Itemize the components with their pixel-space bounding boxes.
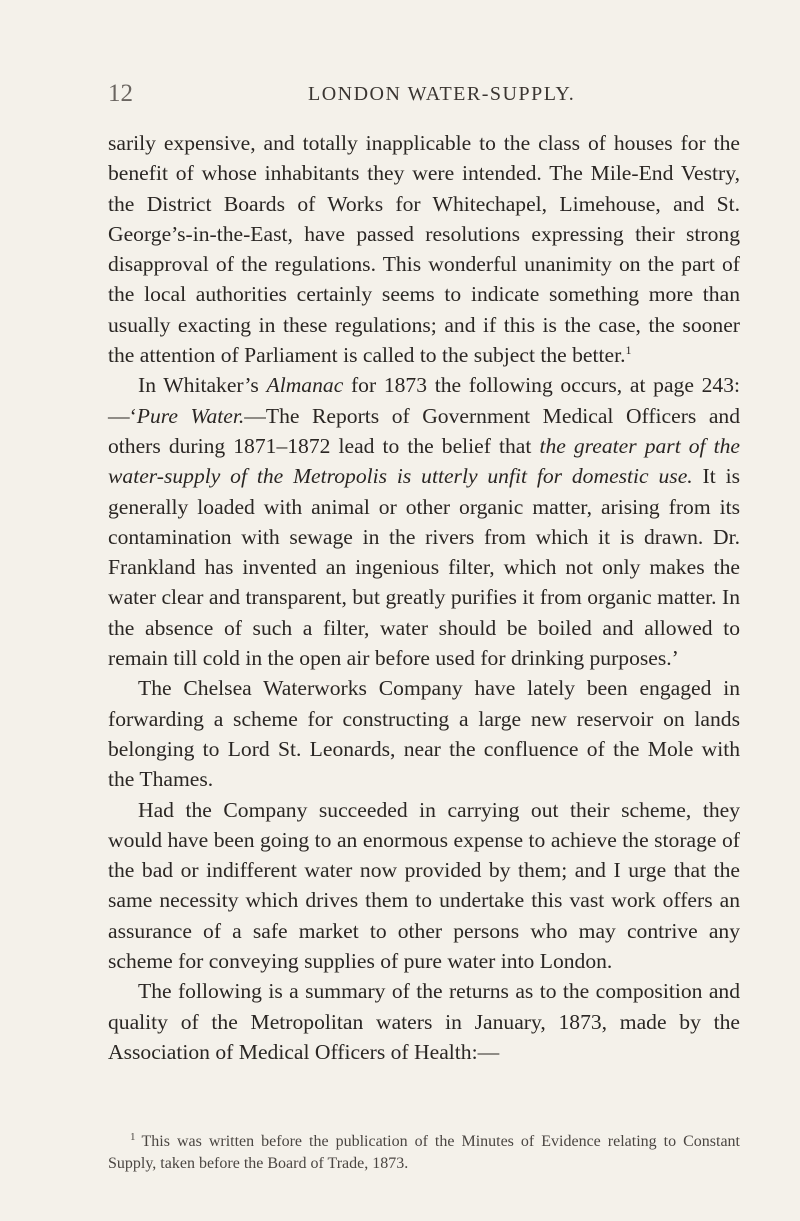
quote-open: —‘ <box>108 403 137 428</box>
footnote-reference: 1 <box>625 342 632 357</box>
paragraph-3: The Chelsea Waterworks Company have lately been engaged in forwarding a scheme for constructing a large new reservoir on lands belonging to Lord St. Leonards, near the confluence of the Mole with the Thames. <box>108 676 740 792</box>
paragraph-2-intro: In Whitaker’s <box>138 373 267 398</box>
paragraph-1 <box>108 128 740 370</box>
paragraph-1-text: sarily expensive, and totally inapplicable to the class of houses for the benefit of whose inhabitants they were intended. The Mile-End Vestry, the District Boards of Works for Whitechapel, Limehouse, and St. George’s-in-the-East, have passed resolutions expressing their strong disapproval of the regulations. This wonderful unanimity on the part of the local authorities certainly seems to indicate something more than usually exacting in these regulations; and if this is the case, the sooner the attention of Parliament is called to the subject the better. <box>108 131 740 368</box>
quote-emphasis: the greater part of the water-supply of the Metropolis is utterly unfit for domestic use. <box>108 433 740 489</box>
body-text <box>108 128 740 1067</box>
pure-water-heading: Pure Water. <box>136 403 245 428</box>
paragraph-4: Had the Company succeeded in carrying out their scheme, they would have been going to an enormous expense to achieve the storage of the bad or indifferent water now provided by them; and I urge that the same necessity which drives them to undertake this vast work offers an assurance of a safe market to other persons who may contrive any scheme for conveying supplies of pure water into London. <box>108 797 740 974</box>
running-head <box>108 80 738 110</box>
footnote-mark: 1 <box>130 1130 136 1143</box>
paragraph-5: The following is a summary of the returns as to the composition and quality of the Metropolitan waters in January, 1873, made by the Association of Medical Officers of Health:— <box>108 979 740 1064</box>
footnote <box>108 1131 740 1175</box>
running-title: LONDON WATER-SUPPLY. <box>308 83 576 105</box>
page-number: 12 <box>108 80 133 107</box>
almanac-title: Almanac <box>266 373 344 398</box>
quote-text-2: It is generally loaded with animal or other organic matter, arising from its contamination with sewage in the rivers from which it is drawn. Dr. Frankland has invented an ingenious filter, which not only makes the water clear and transparent, but greatly purifies it from organic matter. In the absence of such a filter, water should be boiled and allowed to remain till cold in the open air before used for drinking purposes.’ <box>108 464 740 671</box>
footnote-text: This was written before the publication of the Minutes of Evidence relating to Constant Supply, taken before the Board of Trade, 1873. <box>108 1133 740 1172</box>
paragraph-2 <box>108 370 740 673</box>
paragraph-2-page-ref: for 1873 the following occurs, at page 243: <box>343 373 740 398</box>
quote-text-1: —The Reports of Government Medical Officers and others during 1871–1872 lead to the belief that <box>108 403 740 458</box>
